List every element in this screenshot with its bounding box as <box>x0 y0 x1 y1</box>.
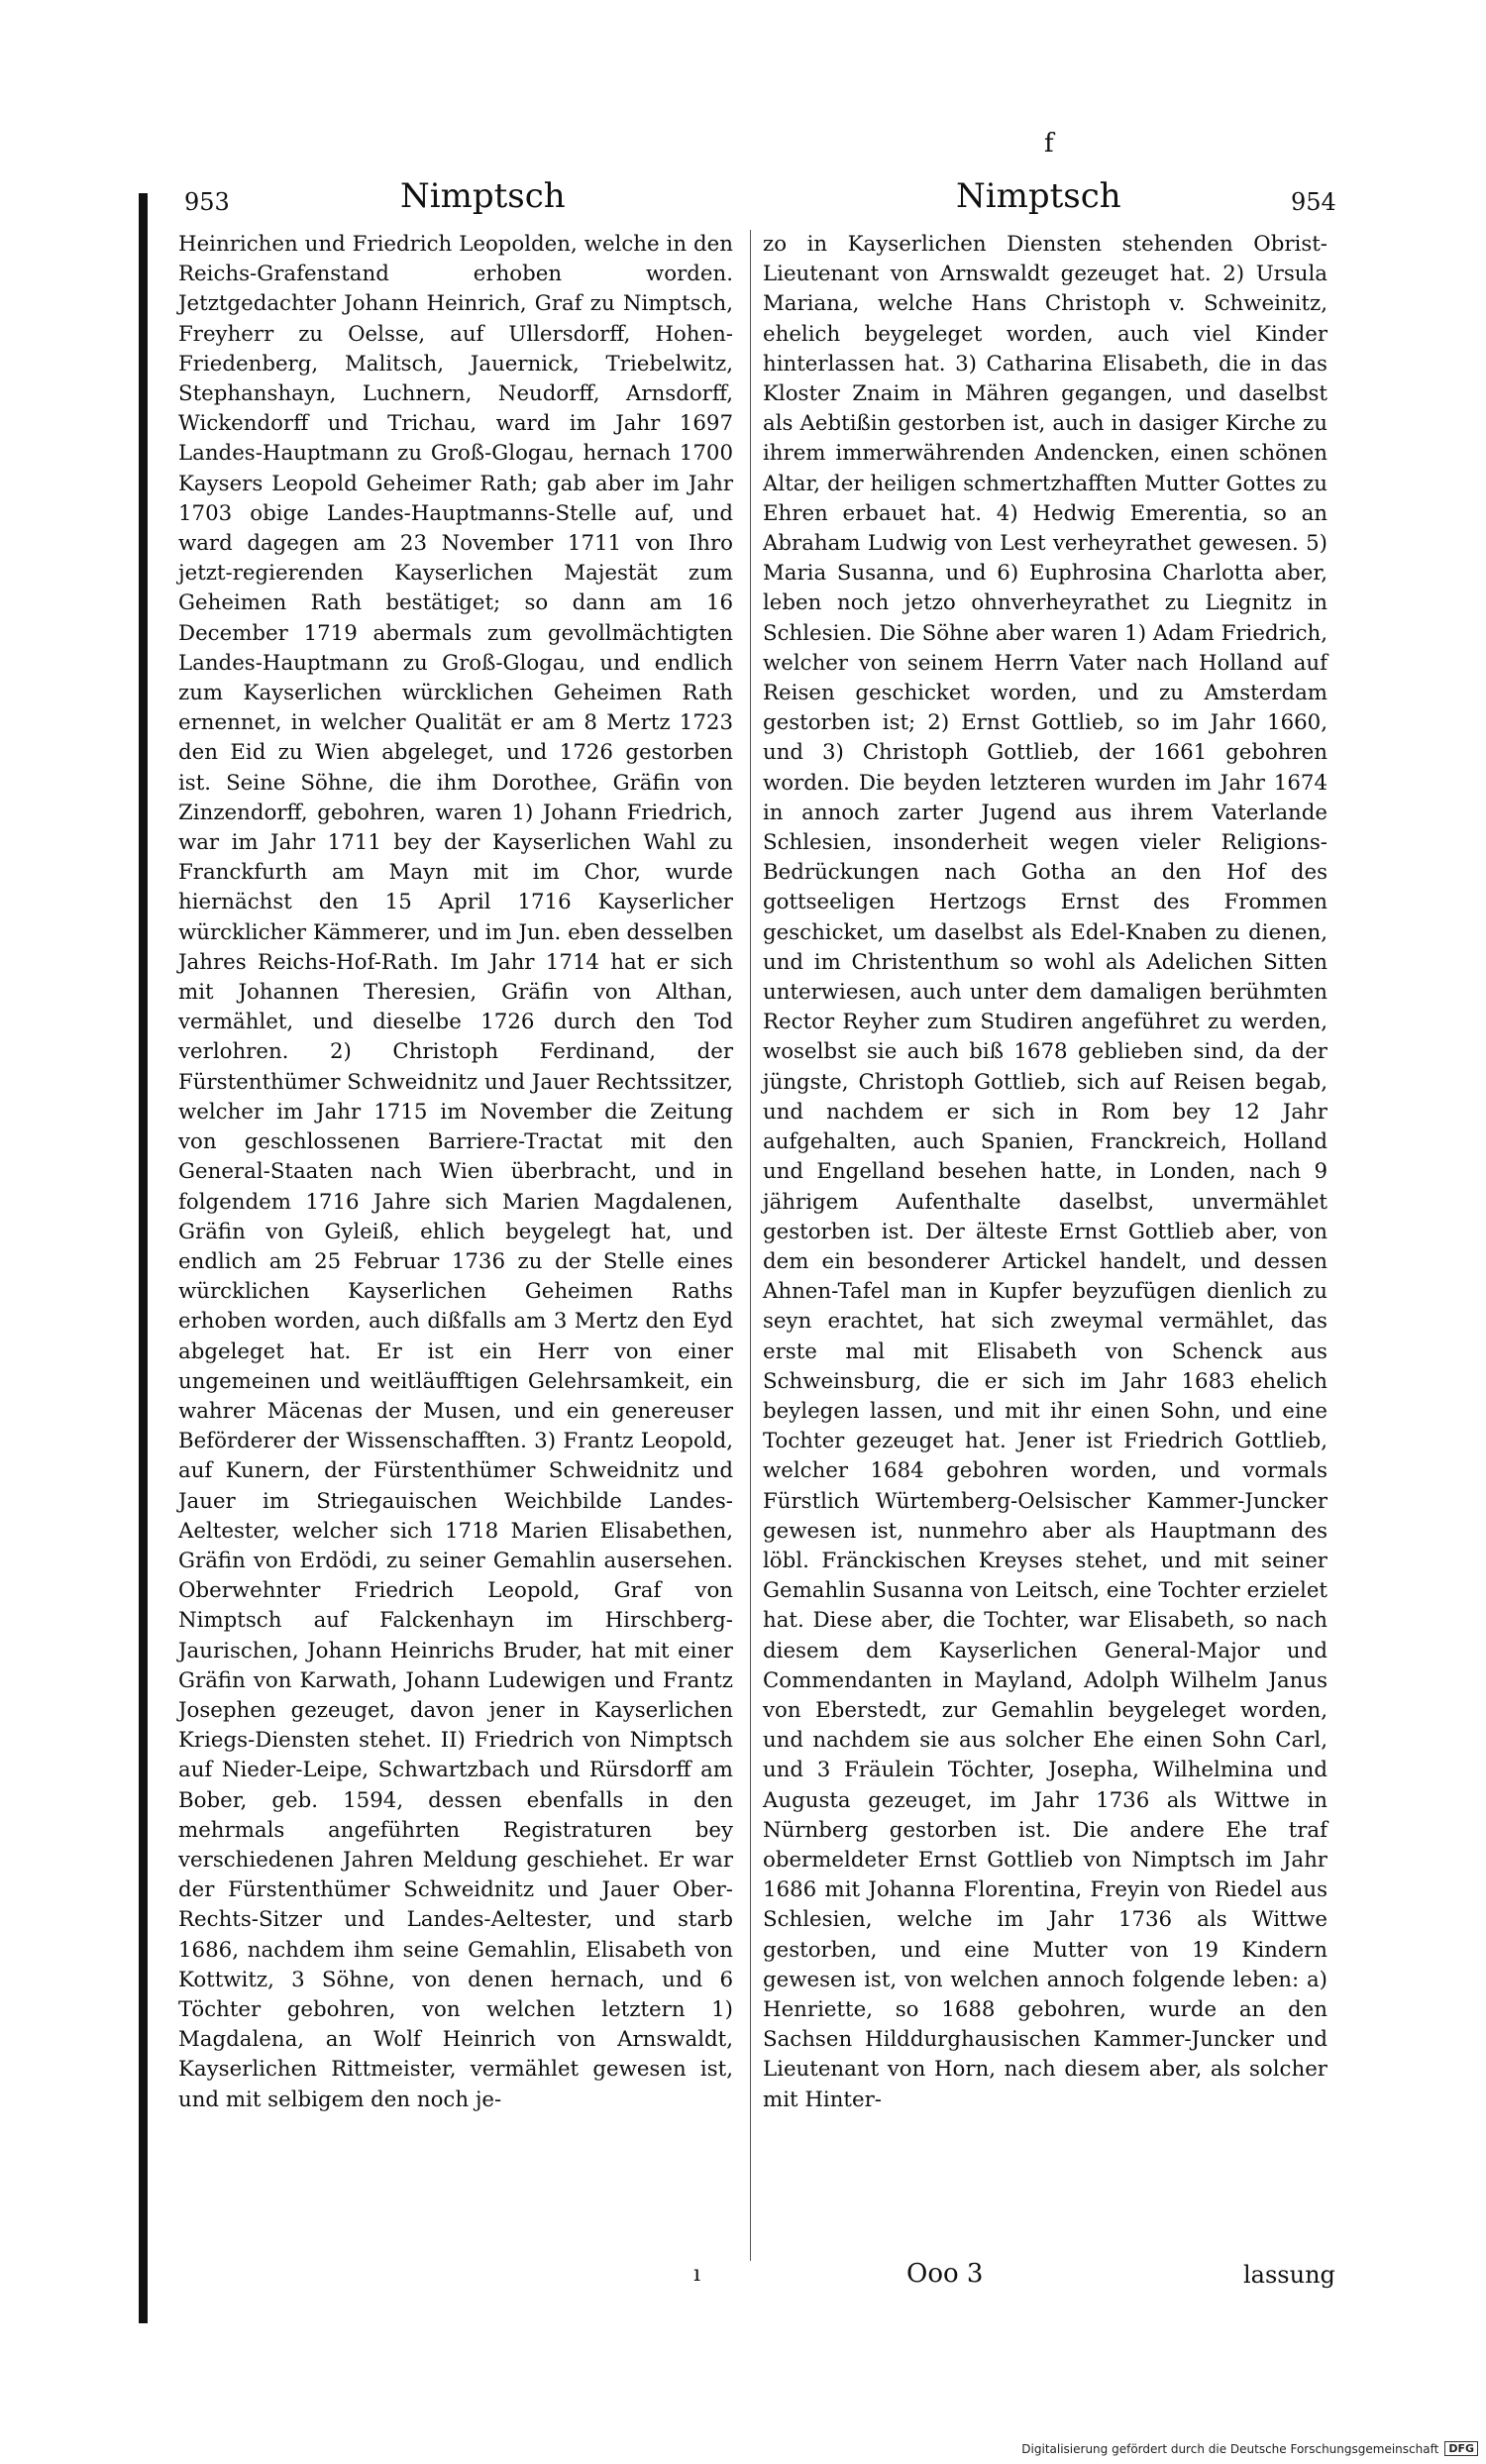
left-running-head: Nimptsch <box>400 176 566 216</box>
right-column-text: zo in Kayserlichen Diensten stehenden Obrist-Lieutenant von Arnswaldt gezeuget hat. 2) Ursula Mariana, welche Hans Christoph v. Schweinitz, ehelich beygeleget worden, auch viel Kinder hinterlassen hat. 3) Catharina Elisabeth, die in das Kloster Znaim in Mähren gegangen, und daselbst als Aebtißin gestorben ist, auch in dasiger Kirche zu ihrem immerwährenden Andencken, einen schönen Altar, der heiligen schmertzhafften Mutter Gottes zu Ehren erbauet hat. 4) Hedwig Emerentia, so an Abraham Ludwig von Lest verheyrathet gewesen. 5) Maria Susanna, und 6) Euphrosina Charlotta aber, leben noch jetzo ohnverheyrathet zu Liegnitz in Schlesien. Die Söhne aber waren 1) Adam Friedrich, welcher von seinem Herrn Vater nach Holland auf Reisen geschicket worden, und zu Amsterdam gestorben ist; 2) Ernst Gottlieb, so im Jahr 1660, und 3) Christoph Gottlieb, der 1661 gebohren worden. Die beyden letzteren wurden im Jahr 1674 in annoch zarter Jugend aus ihrem Vaterlande Schlesien, insonderheit wegen vieler Religions-Bedrückungen nach Gotha an den Hof des gottseeligen Hertzogs Ernst des Frommen geschicket, um daselbst als Edel-Knaben zu dienen, und im Christenthum so wohl als Adelichen Sitten unterwiesen, auch unter dem damaligen berühmten Rector Reyher zum Studiren angeführet zu werden, woselbst sie auch biß 1678 geblieben sind, da der jüngste, Christoph Gottlieb, sich auf Reisen begab, und nachdem er sich in Rom bey 12 Jahr aufgehalten, auch Spanien, Franckreich, Holland und Engelland besehen hatte, in Londen, nach 9 jährigem Aufenthalte daselbst, unvermählet gestorben ist. Der älteste Ernst Gottlieb aber, von dem ein besonderer Artickel handelt, und dessen Ahnen-Tafel man in Kupfer beyzufügen dienlich zu seyn erachtet, hat sich zweymal vermählet, das erste mal mit Elisabeth von Schenck aus Schweinsburg, die er sich im Jahr 1683 ehelich beylegen lassen, und mit ihr einen Sohn, und eine Tochter gezeuget hat. Jener ist Friedrich Gottlieb, welcher 1684 gebohren worden, und vormals Fürstlich Würtemberg-Oelsischer Kammer-Juncker gewesen ist, nunmehro aber als Hauptmann des löbl. Fränckischen Kreyses stehet, und mit seiner Gemahlin Susanna von Leitsch, eine Tochter erzielet hat. Diese aber, die Tochter, war Elisabeth, so nach diesem dem Kayserlichen General-Major und Commendanten in Mayland, Adolph Wilhelm Janus von Eberstedt, zur Gemahlin beygeleget worden, und nachdem sie aus solcher Ehe einen Sohn Carl, und 3 Fräulein Töchter, Josepha, Wilhelmina und Augusta gezeuget, im Jahr 1736 als Wittwe in Nürnberg gestorben ist. Die andere Ehe traf obermeldeter Ernst Gottlieb von Nimptsch im Jahr 1686 mit Johanna Florentina, Freyin von Riedel aus Schlesien, welche im Jahr 1736 als Wittwe gestorben, und eine Mutter von 19 Kindern gewesen ist, von welchen annoch folgende leben: a) Henriette, so 1688 gebohren, wurde an den Sachsen Hilddurghausischen Kammer-Juncker und Lieutenant von Horn, nach diesem aber, als solcher mit Hinter- <box>763 232 1327 2112</box>
bottom-tick: ı <box>693 2262 701 2287</box>
left-column-text: Heinrichen und Friedrich Leopolden, welche in den Reichs-Grafenstand erhoben worden. Jetztgedachter Johann Heinrich, Graf zu Nimptsch, Freyherr zu Oelsse, auf Ullersdorff, Hohen-Friedenberg, Malitsch, Jauernick, Triebelwitz, Stephanshayn, Luchnern, Neudorff, Arnsdorff, Wickendorff und Trichau, ward im Jahr 1697 Landes-Hauptmann zu Groß-Glogau, hernach 1700 Kaysers Leopold Geheimer Rath; gab aber im Jahr 1703 obige Landes-Hauptmanns-Stelle auf, und ward dagegen am 23 November 1711 von Ihro jetzt-regierenden Kayserlichen Majestät zum Geheimen Rath bestätiget; so dann am 16 December 1719 abermals zum gevollmächtigten Landes-Hauptmann zu Groß-Glogau, und endlich zum Kayserlichen würcklichen Geheimen Rath ernennet, in welcher Qualität er am 8 Mertz 1723 den Eid zu Wien abgeleget, und 1726 gestorben ist. Seine Söhne, die ihm Dorothee, Gräfin von Zinzendorff, gebohren, waren 1) Johann Friedrich, war im Jahr 1711 bey der Kayserlichen Wahl zu Franckfurth am Mayn mit im Chor, wurde hiernächst den 15 April 1716 Kayserlicher würcklicher Kämmerer, und im Jun. eben desselben Jahres Reichs-Hof-Rath. Im Jahr 1714 hat er sich mit Johannen Theresien, Gräfin von Althan, vermählet, und dieselbe 1726 durch den Tod verlohren. 2) Christoph Ferdinand, der Fürstenthümer Schweidnitz und Jauer Rechtssitzer, welcher im Jahr 1715 im November die Zeitung von geschlossenen Barriere-Tractat mit den General-Staaten nach Wien überbracht, und in folgendem 1716 Jahre sich Marien Magdalenen, Gräfin von Gyleiß, ehlich beygelegt hat, und endlich am 25 Februar 1736 zu der Stelle eines würcklichen Kayserlichen Geheimen Raths erhoben worden, auch dißfalls am 3 Mertz den Eyd abgeleget hat. Er ist ein Herr von einer ungemeinen und weitläufftigen Gelehrsamkeit, ein wahrer Mäcenas der Musen, und ein genereuser Beförderer der Wissenschafften. 3) Frantz Leopold, auf Kunern, der Fürstenthümer Schweidnitz und Jauer im Striegauischen Weichbilde Landes-Aeltester, welcher sich 1718 Marien Elisabethen, Gräfin von Erdödi, zu seiner Gemahlin ausersehen. Oberwehnter Friedrich Leopold, Graf von Nimptsch auf Falckenhayn im Hirschberg-Jaurischen, Johann Heinrichs Bruder, hat mit einer Gräfin von Karwath, Johann Ludewigen und Frantz Josephen gezeuget, davon jener in Kayserlichen Kriegs-Diensten stehet. II) Friedrich von Nimptsch auf Nieder-Leipe, Schwartzbach und Rürsdorff am Bober, geb. 1594, dessen ebenfalls in den mehrmals angeführten Registraturen bey verschiedenen Jahren Meldung geschiehet. Er war der Fürstenthümer Schweidnitz und Jauer Ober-Rechts-Sitzer und Landes-Aeltester, und starb 1686, nachdem ihm seine Gemahlin, Elisabeth von Kottwitz, 3 Söhne, von denen hernach, und 6 Töchter gebohren, von welchen letztern 1) Magdalena, an Wolf Heinrich von Arnswaldt, Kayserlichen Rittmeister, vermählet gewesen ist, und mit selbigem den noch je- <box>178 232 733 2112</box>
digitization-footer <box>1021 2441 1478 2456</box>
scan-edge <box>139 193 148 2323</box>
right-column <box>763 230 1327 2115</box>
top-mark: f <box>1044 129 1054 159</box>
dfg-logo-icon: DFG <box>1444 2441 1478 2456</box>
left-column <box>178 230 733 2115</box>
right-page-number: 954 <box>1291 188 1336 216</box>
left-page-number: 953 <box>184 188 230 216</box>
right-running-head: Nimptsch <box>956 176 1121 216</box>
catchword: lassung <box>1243 2261 1335 2289</box>
footer-text: Digitalisierung gefördert durch die Deutsche Forschungsgemeinschaft <box>1021 2441 1439 2456</box>
column-divider <box>750 230 751 2261</box>
signature-mark: Ooo 3 <box>906 2259 984 2289</box>
